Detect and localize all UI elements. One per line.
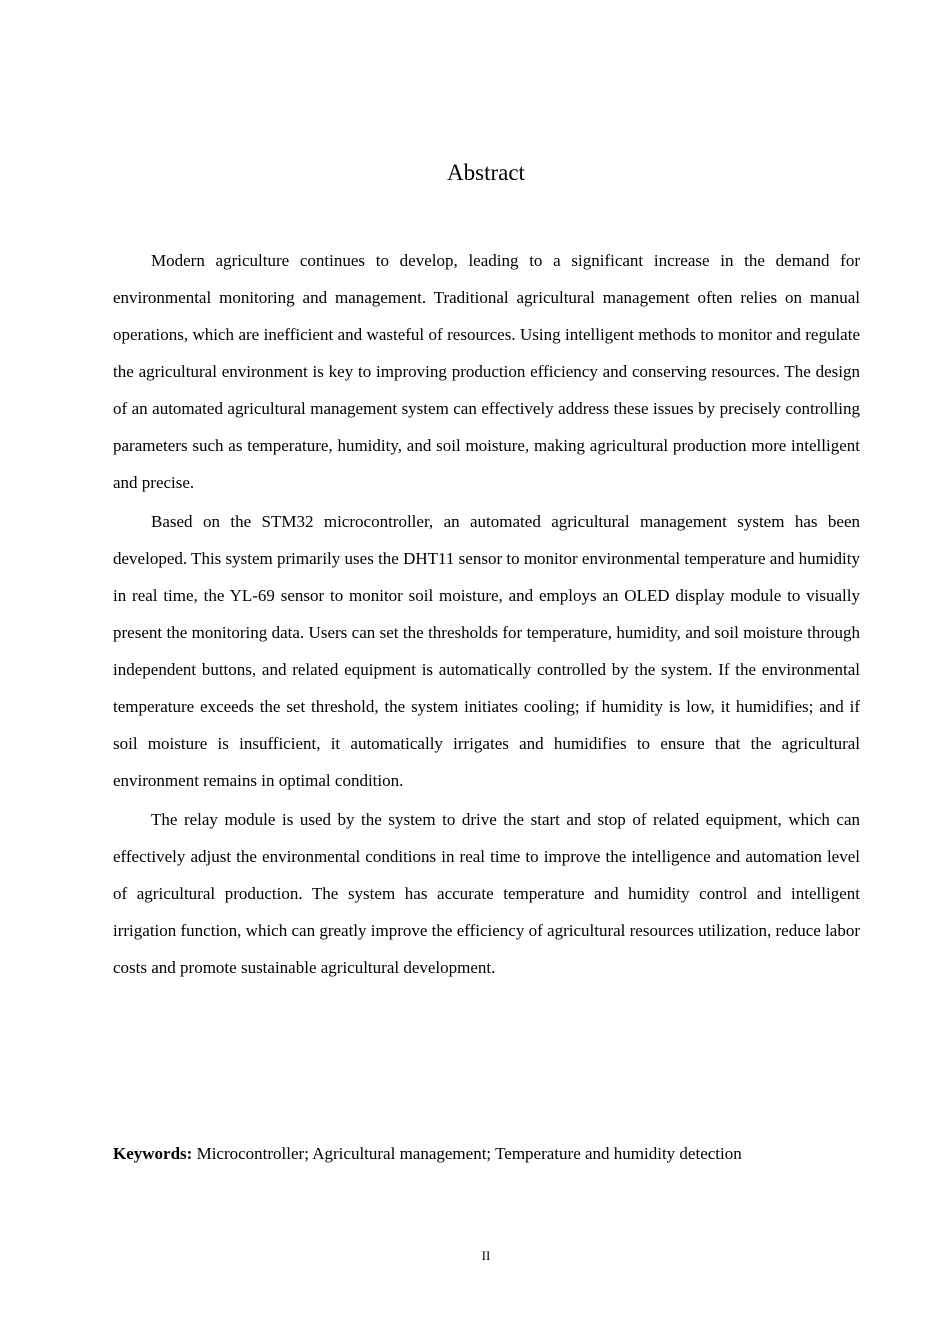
abstract-paragraph-1: Modern agriculture continues to develop, leading to a significant increase in the demand for environmental monitoring and management. Traditional agricultural management often relies on manual operations, which are inefficient and wasteful of resources. Using intelligent methods to monitor and regulate the agricultural environment is key to improving production efficiency and conserving resources. The design of an automated agricultural management system can effectively address these issues by precisely controlling parameters such as temperature, humidity, and soil moisture, making agricultural production more intelligent and precise.: [113, 251, 860, 492]
abstract-paragraph-2: Based on the STM32 microcontroller, an automated agricultural management system has been developed. This system primarily uses the DHT11 sensor to monitor environmental temperature and humidity in real time, the YL-69 sensor to monitor soil moisture, and employs an OLED display module to visually present the monitoring data. Users can set the thresholds for temperature, humidity, and soil moisture through independent buttons, and related equipment is automatically controlled by the system. If the environmental temperature exceeds the set threshold, the system initiates cooling; if humidity is low, it humidifies; and if soil moisture is insufficient, it automatically irrigates and humidifies to ensure that the agricultural environment remains in optimal condition.: [113, 512, 860, 790]
keywords-label: Keywords:: [113, 1144, 193, 1163]
abstract-body: [113, 242, 860, 988]
abstract-paragraph-3: The relay module is used by the system to drive the start and stop of related equipment, which can effectively adjust the environmental conditions in real time to improve the intelligence and automation level of agricultural production. The system has accurate temperature and humidity control and intelligent irrigation function, which can greatly improve the efficiency of agricultural resources utilization, reduce labor costs and promote sustainable agricultural development.: [113, 810, 860, 977]
keywords-text: Microcontroller; Agricultural management; Temperature and humidity detection: [196, 1144, 742, 1163]
keywords-line: [113, 1136, 860, 1172]
abstract-title: Abstract: [447, 160, 525, 185]
page-number: II: [481, 1248, 491, 1263]
